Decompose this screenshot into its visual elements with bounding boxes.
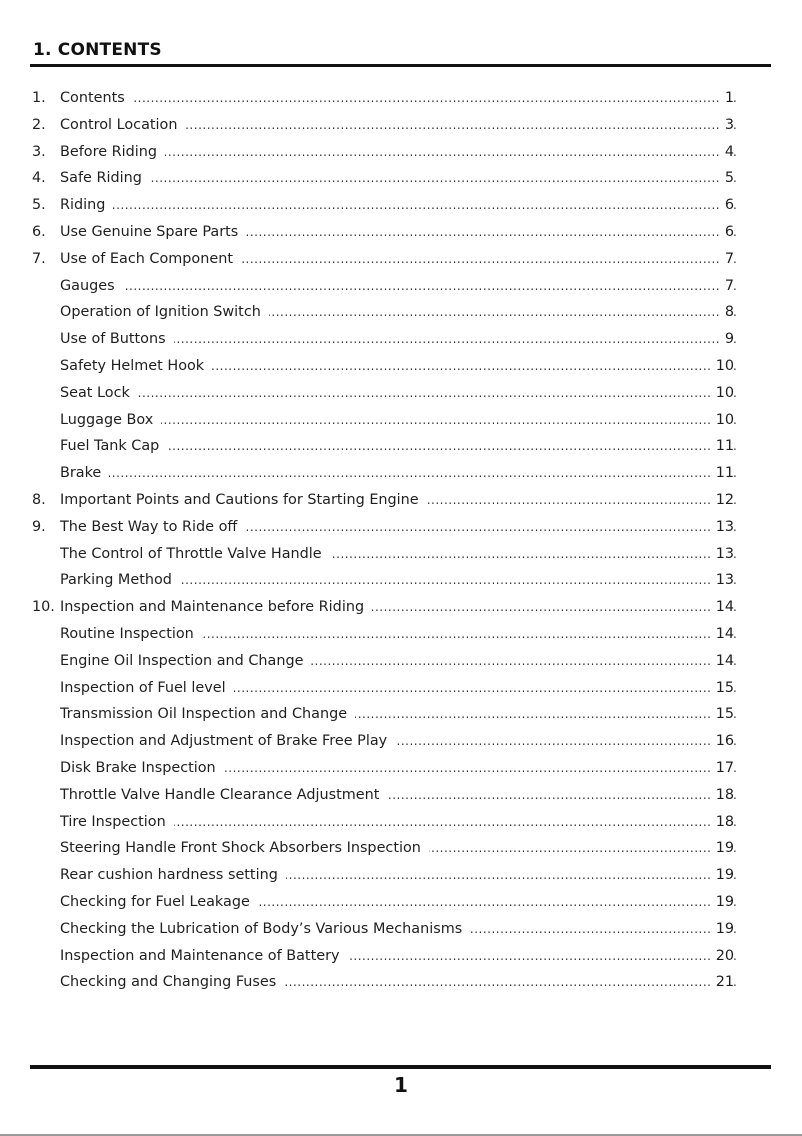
toc-entry-page: 13 xyxy=(710,514,734,541)
toc-entry[interactable] xyxy=(0,835,802,862)
toc-entry-title: Operation of Ignition Switch xyxy=(60,299,269,326)
toc-entry-title: Safe Riding xyxy=(60,165,150,192)
dot-leader xyxy=(60,407,736,434)
toc-entry-page: 18 xyxy=(710,809,734,836)
toc-entry-title: Gauges xyxy=(60,273,123,300)
toc-entry-page: 19 xyxy=(710,889,734,916)
toc-entry-title: Checking the Lubrication of Body’s Various Mechanisms xyxy=(60,916,470,943)
toc-entry[interactable] xyxy=(0,192,802,219)
toc-entry-page: 19 xyxy=(710,862,734,889)
toc-entry[interactable] xyxy=(0,273,802,300)
toc-entry-page: 21 xyxy=(710,969,734,996)
table-of-contents xyxy=(0,85,802,996)
toc-entry[interactable] xyxy=(0,246,802,273)
toc-entry-title: Checking for Fuel Leakage xyxy=(60,889,258,916)
toc-entry[interactable] xyxy=(0,889,802,916)
toc-entry-page: 19 xyxy=(710,835,734,862)
toc-entry-title: Parking Method xyxy=(60,567,180,594)
toc-entry-page: 19 xyxy=(710,916,734,943)
toc-entry-page: 7 xyxy=(719,246,734,273)
toc-entry-title: Transmission Oil Inspection and Change xyxy=(60,701,355,728)
toc-entry[interactable] xyxy=(0,514,802,541)
toc-entry[interactable] xyxy=(0,728,802,755)
toc-entry-title: The Best Way to Ride off xyxy=(60,514,245,541)
toc-entry-title: Use Genuine Spare Parts xyxy=(60,219,246,246)
toc-entry-title: Inspection of Fuel level xyxy=(60,675,234,702)
toc-entry[interactable] xyxy=(0,165,802,192)
toc-entry-number: 2. xyxy=(32,116,46,133)
toc-entry-title: Tire Inspection xyxy=(60,809,174,836)
toc-entry-page: 11 xyxy=(710,460,734,487)
toc-entry-page: 5 xyxy=(719,165,734,192)
toc-entry-page: 20 xyxy=(710,943,734,970)
toc-entry-title: Control Location xyxy=(60,112,185,139)
toc-entry[interactable] xyxy=(0,621,802,648)
toc-entry-title: Rear cushion hardness setting xyxy=(60,862,286,889)
toc-entry-page: 10 xyxy=(710,407,734,434)
toc-entry-title: The Control of Throttle Valve Handle xyxy=(60,541,330,568)
dot-leader xyxy=(60,192,736,219)
toc-entry-number: 5. xyxy=(32,197,46,214)
toc-entry-title: Inspection and Adjustment of Brake Free Play xyxy=(60,728,395,755)
toc-entry[interactable] xyxy=(0,380,802,407)
toc-entry-title: Inspection and Maintenance before Riding xyxy=(60,594,372,621)
toc-entry-title: Engine Oil Inspection and Change xyxy=(60,648,311,675)
toc-entry-number: 3. xyxy=(32,143,46,160)
toc-entry-title: Use of Buttons xyxy=(60,326,174,353)
toc-entry-title: Inspection and Maintenance of Battery xyxy=(60,943,348,970)
toc-entry-page: 6 xyxy=(719,192,734,219)
toc-entry-title: Seat Lock xyxy=(60,380,138,407)
toc-entry-page: 8 xyxy=(719,299,734,326)
toc-entry-page: 6 xyxy=(719,219,734,246)
toc-entry-number: 10. xyxy=(32,599,55,616)
toc-entry-page: 3 xyxy=(719,112,734,139)
toc-entry-page: 14 xyxy=(710,621,734,648)
dot-leader xyxy=(60,273,736,300)
toc-entry-page: 12 xyxy=(710,487,734,514)
toc-entry-title: Disk Brake Inspection xyxy=(60,755,224,782)
toc-entry[interactable] xyxy=(0,433,802,460)
toc-entry-page: 13 xyxy=(710,567,734,594)
toc-entry[interactable] xyxy=(0,541,802,568)
toc-entry[interactable] xyxy=(0,460,802,487)
toc-entry-title: Fuel Tank Cap xyxy=(60,433,167,460)
toc-entry[interactable] xyxy=(0,701,802,728)
toc-entry[interactable] xyxy=(0,139,802,166)
toc-entry[interactable] xyxy=(0,487,802,514)
toc-entry-title: Brake xyxy=(60,460,109,487)
toc-entry-page: 14 xyxy=(710,648,734,675)
toc-entry-number: 4. xyxy=(32,170,46,187)
toc-entry-page: 1 xyxy=(719,85,734,112)
dot-leader xyxy=(60,165,736,192)
toc-entry-page: 14 xyxy=(710,594,734,621)
toc-entry-page: 10 xyxy=(710,380,734,407)
toc-entry-page: 18 xyxy=(710,782,734,809)
toc-entry[interactable] xyxy=(0,594,802,621)
toc-entry-title: Steering Handle Front Shock Absorbers Inspection xyxy=(60,835,429,862)
toc-entry[interactable] xyxy=(0,809,802,836)
toc-entry-number: 9. xyxy=(32,518,46,535)
toc-entry-title: Use of Each Component xyxy=(60,246,241,273)
toc-entry-number: 1. xyxy=(32,90,46,106)
toc-entry-page: 16 xyxy=(710,728,734,755)
toc-entry[interactable] xyxy=(0,326,802,353)
toc-entry-title: Checking and Changing Fuses xyxy=(60,969,284,996)
toc-entry-page: 10 xyxy=(710,353,734,380)
toc-entry[interactable] xyxy=(0,943,802,970)
toc-entry-page: 9 xyxy=(719,326,734,353)
toc-entry-title: Safety Helmet Hook xyxy=(60,353,212,380)
page-number: 1 xyxy=(394,1073,408,1097)
toc-entry-page: 4 xyxy=(719,139,734,166)
toc-entry-number: 7. xyxy=(32,250,46,267)
toc-entry-page: 15 xyxy=(710,675,734,702)
toc-entry-page: 17 xyxy=(710,755,734,782)
toc-entry-title: Throttle Valve Handle Clearance Adjustment xyxy=(60,782,387,809)
dot-leader xyxy=(60,380,736,407)
toc-entry-title: Routine Inspection xyxy=(60,621,202,648)
toc-entry[interactable] xyxy=(0,85,802,112)
dot-leader xyxy=(60,460,736,487)
toc-entry-title: Important Points and Cautions for Starting Engine xyxy=(60,487,427,514)
toc-entry[interactable] xyxy=(0,567,802,594)
toc-entry-page: 15 xyxy=(710,701,734,728)
toc-entry[interactable] xyxy=(0,219,802,246)
toc-entry-title: Contents xyxy=(60,85,133,112)
toc-entry[interactable] xyxy=(0,407,802,434)
toc-entry-number: 6. xyxy=(32,223,46,240)
footer-divider xyxy=(30,1065,771,1069)
toc-entry[interactable] xyxy=(0,755,802,782)
toc-entry[interactable] xyxy=(0,916,802,943)
toc-entry-number: 8. xyxy=(32,491,46,508)
dot-leader xyxy=(60,85,736,112)
toc-entry[interactable] xyxy=(0,648,802,675)
toc-entry-title: Riding xyxy=(60,192,113,219)
toc-entry[interactable] xyxy=(0,299,802,326)
toc-entry-page: 13 xyxy=(710,541,734,568)
toc-entry-page: 7 xyxy=(719,273,734,300)
toc-entry[interactable] xyxy=(0,112,802,139)
toc-entry-title: Before Riding xyxy=(60,139,165,166)
toc-entry[interactable] xyxy=(0,675,802,702)
page-title: 1. CONTENTS xyxy=(33,40,162,60)
heading-divider xyxy=(30,64,771,67)
toc-entry[interactable] xyxy=(0,353,802,380)
toc-entry-title: Luggage Box xyxy=(60,407,161,434)
toc-entry[interactable] xyxy=(0,782,802,809)
toc-entry-page: 11 xyxy=(710,433,734,460)
toc-entry[interactable] xyxy=(0,969,802,996)
toc-entry[interactable] xyxy=(0,862,802,889)
